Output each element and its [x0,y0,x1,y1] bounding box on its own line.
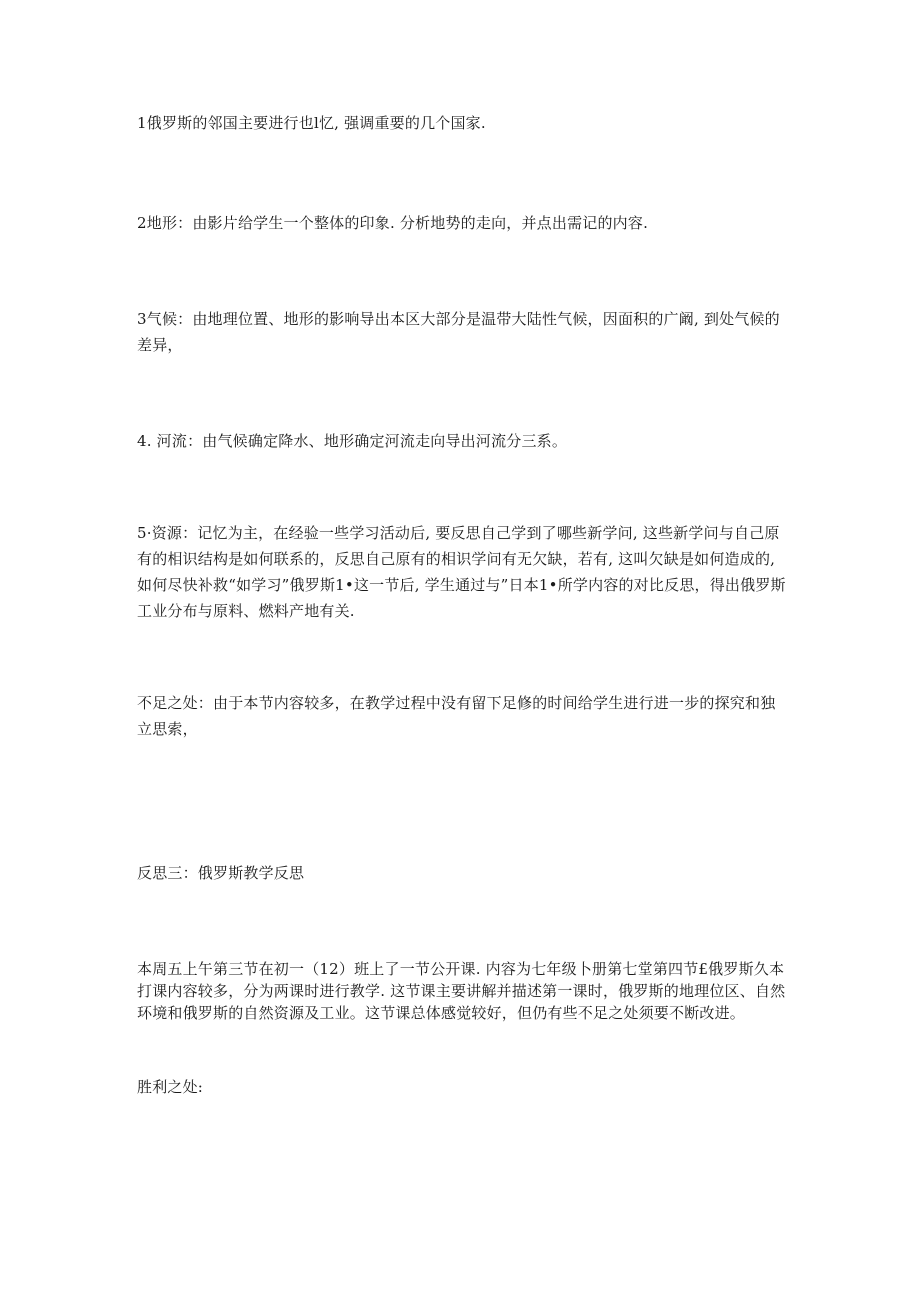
paragraph-successes-heading: 胜利之处: [137,1078,204,1096]
paragraph-rivers: 4. 河流：由气候确定降水、地形确定河流走向导出河流分三系。 [137,432,568,450]
paragraph-shortcomings: 不足之处：由于本节内容较多，在教学过程中没有留下足修的时间给学生进行进一步的探究和独立思索， [137,694,776,738]
section-heading-reflection-three: 反思三：俄罗斯教学反思 [137,864,305,882]
paragraph-terrain: 2地形：由影片给学生一个整体的印象. 分析地势的走向，并点出需记的内容. [137,214,649,232]
paragraph-climate: 3气候：由地理位置、地形的影响导出本区大部分是温带大陆性气候，因面积的广阚, 到处气候的差异， [137,310,780,354]
paragraph-resources: 5·资源：记忆为主，在经验一些学习活动后, 要反思自己学到了哪些新学问, 这些新学问与自己原有的相识结构是如何联系的，反思自己原有的相识学问有无欠缺，若有, 这叫欠缺是如何造成的, 如何尽快补救“如学习”俄罗斯1•这一节后, 学生通过与”日本1•所学内容的对比反思，得出俄罗斯工业分布与原料、燃料产地有关. [137,524,786,620]
paragraph-neighbors: 1俄罗斯的邻国主要进行也l忆, 强调重要的几个国家. [137,114,486,132]
paragraph-lesson-summary: 本周五上午第三节在初一（12）班上了一节公开课. 内容为七年级卜册第七堂第四节£俄罗斯久本打课内容较多，分为两课时进行教学. 这节课主要讲解并描述第一课时，俄罗斯的地理位区、自然环境和俄罗斯的自然资源及工业。这节课总体感觉较好，但仍有些不足之处须要不断改进。 [137,960,786,1022]
